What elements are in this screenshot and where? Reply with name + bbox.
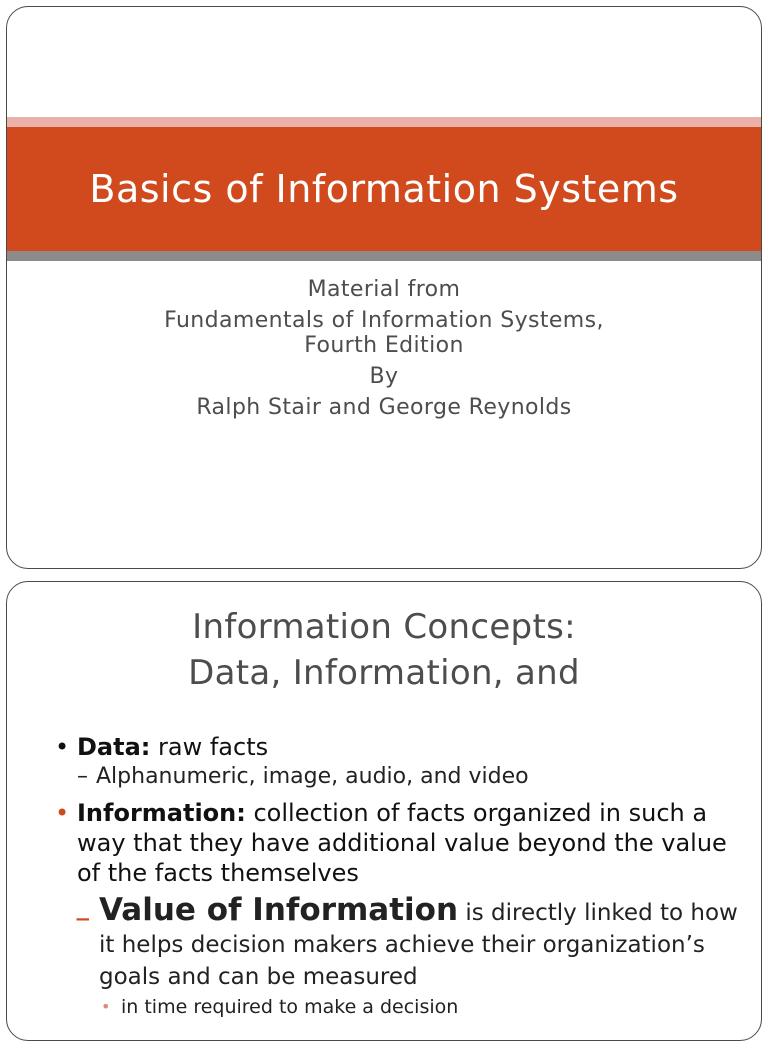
- subtitle-line: Ralph Stair and George Reynolds: [196, 395, 572, 420]
- slide-2-title: [7, 604, 761, 696]
- bullet-information: [51, 798, 739, 888]
- slide-1: [6, 6, 762, 569]
- sub-bullet-data-types: [51, 762, 739, 792]
- bullet-dot-icon: •: [55, 733, 70, 761]
- sub-sub-bullet-time-text: in time required to make a decision: [121, 996, 459, 1018]
- slide-2-title-line: Data, Information, and: [188, 653, 580, 693]
- sub-bullet-value-of-information: [51, 894, 739, 993]
- value-of-information-term: Value of Information: [99, 892, 459, 928]
- bullet-information-text: collection of facts organized in such a way that they have additional value beyond the value of the facts themselves: [77, 799, 727, 887]
- title-band: [7, 127, 761, 251]
- slide-1-title: Basics of Information Systems: [89, 167, 679, 211]
- subtitle-line: Fourth Edition: [304, 333, 464, 358]
- sub-sub-bullet-time: [51, 995, 739, 1019]
- bullet-data-term: Data:: [77, 733, 151, 761]
- subtitle-line: By: [369, 364, 399, 389]
- dash-bullet-icon: –: [77, 764, 88, 789]
- slide-1-subtitle: [7, 277, 761, 420]
- subtitle-line: Fundamentals of Information Systems,: [164, 308, 604, 333]
- bullet-data-text: raw facts: [150, 733, 269, 761]
- dash-bullet-icon: –: [75, 900, 91, 936]
- title-band-top-stripe: [7, 117, 761, 127]
- bullet-dot-icon: •: [55, 799, 70, 827]
- subtitle-line: Material from: [307, 277, 461, 302]
- bullet-information-term: Information:: [77, 799, 246, 827]
- value-of-information-text: is directly linked to how it helps decision makers achieve their organization’s goals and can be measured: [99, 900, 738, 990]
- slide-2-content: [51, 732, 739, 1019]
- sub-bullet-data-types-text: Alphanumeric, image, audio, and video: [96, 764, 529, 789]
- slide-2-title-line: Information Concepts:: [192, 607, 576, 647]
- slide-2: [6, 581, 762, 1041]
- bullet-data: [51, 732, 739, 762]
- small-bullet-dot-icon: •: [101, 997, 111, 1016]
- title-band-bottom-stripe: [7, 251, 761, 261]
